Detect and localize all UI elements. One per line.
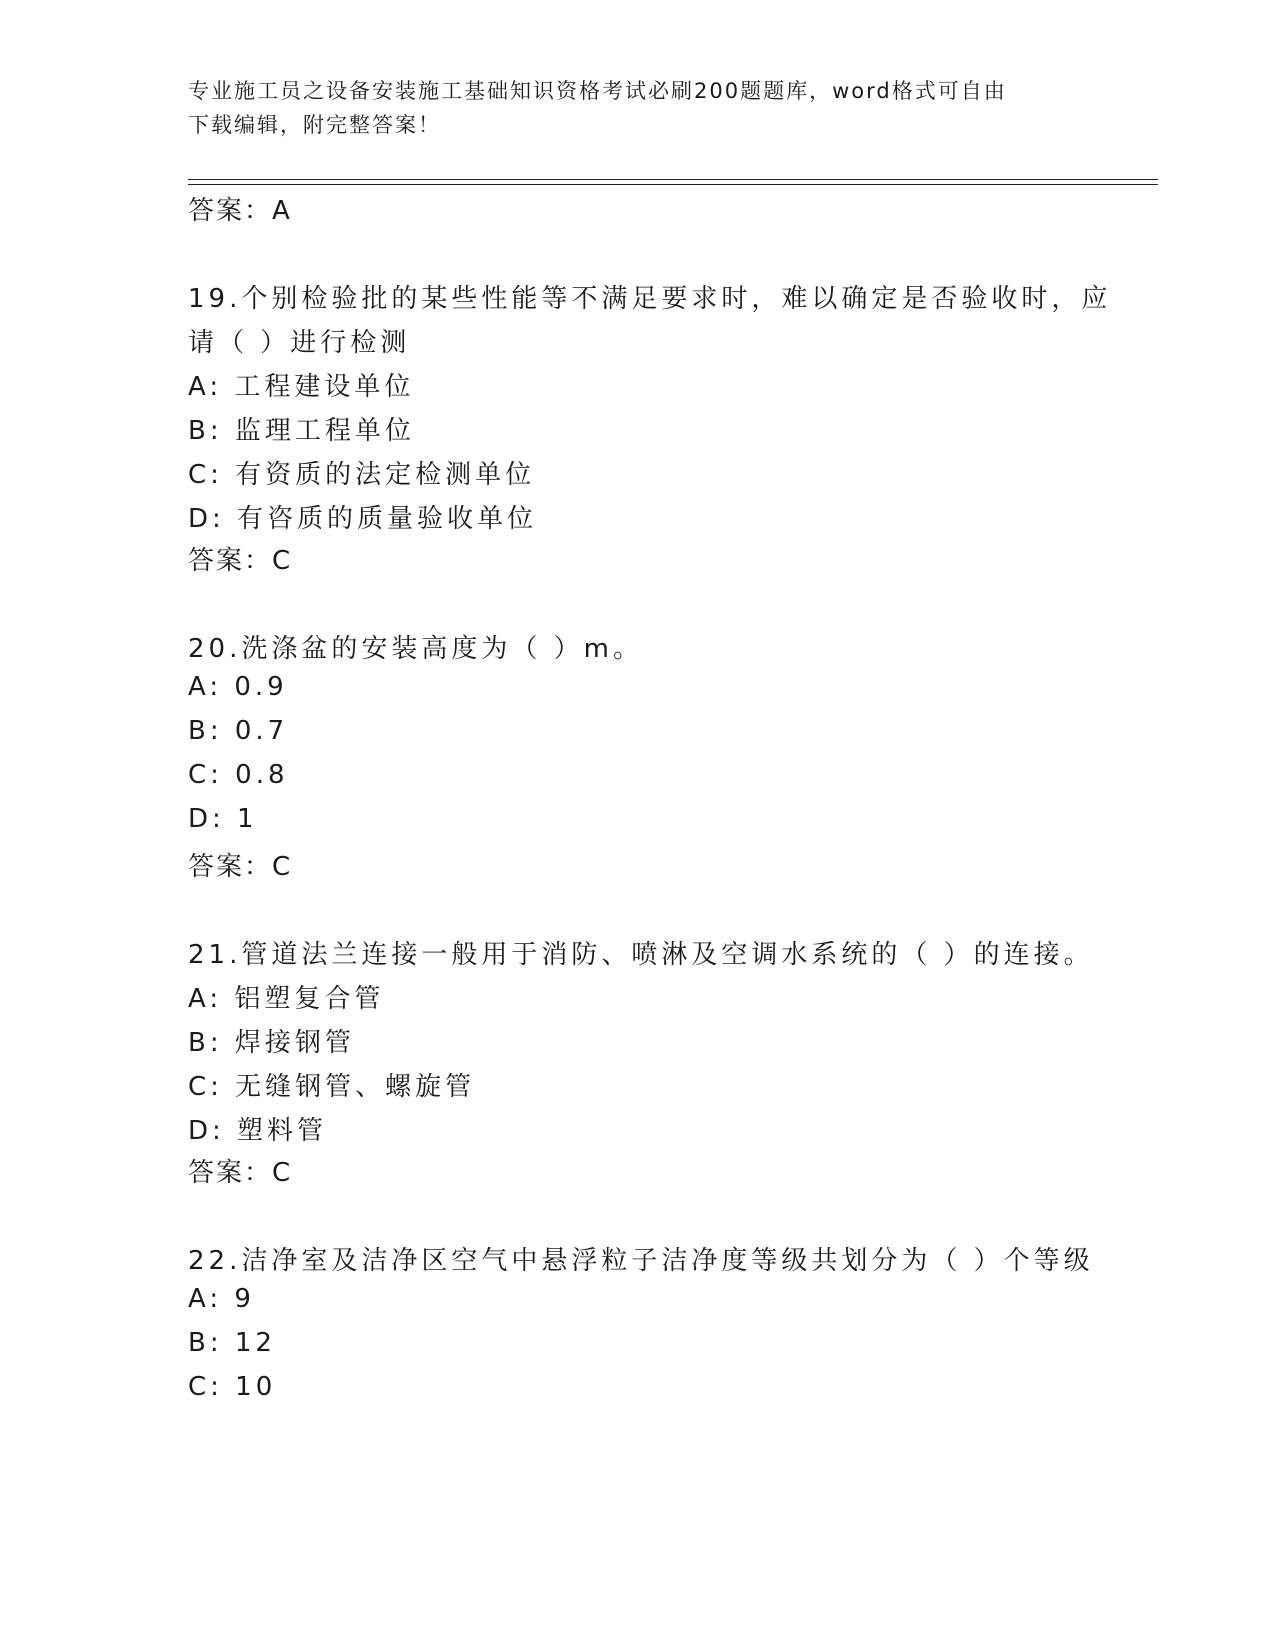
header-line-1: 专业施工员之设备安装施工基础知识资格考试必刷200题题库，word格式可自由 — [188, 79, 1007, 103]
answer: 答案：C — [188, 546, 293, 576]
question-stem: 20.洗涤盆的安装高度为（ ）m。 — [188, 634, 643, 664]
option-a: A: 工程建设单位 — [188, 372, 415, 402]
option-b: B: 12 — [188, 1328, 276, 1358]
option-b: B: 0.7 — [188, 716, 289, 746]
option-a: A: 铝塑复合管 — [188, 984, 385, 1014]
option-c: C: 无缝钢管、螺旋管 — [188, 1072, 476, 1102]
question-stem: 22.洁净室及洁净区空气中悬浮粒子洁净度等级共划分为（ ）个等级 — [188, 1246, 1094, 1276]
option-d: D: 1 — [188, 804, 258, 834]
option-c: C: 有资质的法定检测单位 — [188, 460, 536, 490]
document-header — [188, 74, 1088, 142]
question-stem-continued: 请（ ）进行检测 — [188, 328, 411, 358]
previous-answer: 答案：A — [188, 196, 292, 226]
header-line-2: 下载编辑，附完整答案！ — [188, 113, 441, 137]
answer: 答案：C — [188, 1158, 293, 1188]
option-b: B: 焊接钢管 — [188, 1028, 355, 1058]
option-c: C: 10 — [188, 1372, 277, 1402]
option-d: D: 塑料管 — [188, 1116, 328, 1146]
option-c: C: 0.8 — [188, 760, 289, 790]
header-rule-top — [188, 179, 1158, 180]
option-a: A: 0.9 — [188, 672, 288, 702]
option-d: D: 有咨质的质量验收单位 — [188, 504, 538, 534]
answer: 答案：C — [188, 852, 293, 882]
question-stem: 21.管道法兰连接一般用于消防、喷淋及空调水系统的（ ）的连接。 — [188, 940, 1094, 970]
header-rule-bottom — [188, 184, 1158, 185]
question-stem: 19.个别检验批的某些性能等不满足要求时，难以确定是否验收时，应 — [188, 284, 1112, 314]
option-a: A: 9 — [188, 1284, 255, 1314]
option-b: B: 监理工程单位 — [188, 416, 415, 446]
